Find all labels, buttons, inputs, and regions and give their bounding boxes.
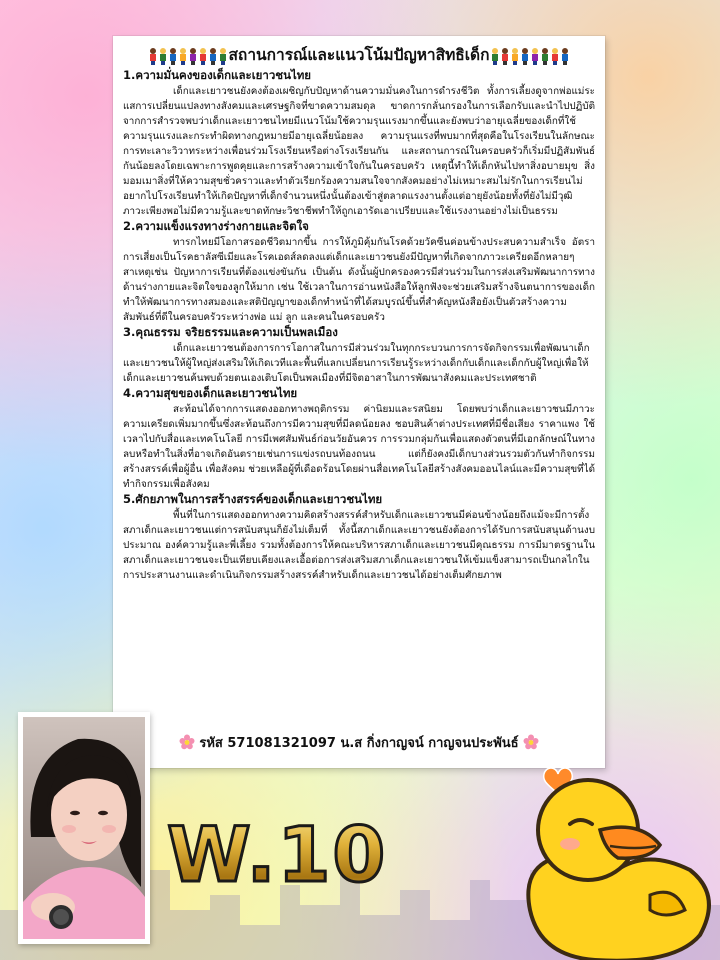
duck-icon — [500, 760, 720, 960]
section-heading: 1.ความมั่นคงของเด็กและเยาวชนไทย — [123, 68, 312, 82]
section-4 — [123, 386, 595, 492]
children-icon — [148, 46, 228, 65]
section-heading: 2.ความแข็งแรงทางร่างกายและจิตใจ — [123, 219, 309, 234]
section-5 — [123, 492, 595, 583]
section-3 — [123, 325, 595, 386]
author-portrait-photo — [18, 712, 150, 944]
section-paragraph: สะท้อนได้จากการแสดงออกทางพฤติกรรม ค่านิยมและรสนิยม โดยพบว่าเด็กและเยาวชนมีภาวะความเครียดเพิ่มมากขึ้นซึ่งสะท้อนถึงการมีความสุขที่มีลดน้อยลง ชอบสินค้าต่างประเทศที่มีชื่อเสียง ราคาแพง ใช้เวลาไปกับสื่อและเทคโนโลยี การมีเพศสัมพันธ์ก่อนวัยอันควร การรวมกลุ่มกันเพื่อแสดงตัวตนที่มีเอกลักษณ์ในทางลบหรือทำในสิ่งที่อาจเกิดอันตรายเช่นการแข่งรถบนท้องถนน แต่ก็ยังคงมีเด็กบางส่วนรวมตัวกันทำกิจกรรมสร้างสรรค์เพื่อผู้อื่น เพื่อสังคม ช่วยเหลือผู้ที่เดือดร้อนโดยผ่านสื่อเทคโนโลยีสร้างสังคมออนไลน์และมีความสุขที่ได้ทำกิจกรรมเพื่อสังคม — [123, 403, 595, 491]
document-paper — [113, 36, 605, 768]
section-paragraph: เด็กและเยาวชนยังคงต้องเผชิญกับปัญหาด้านความมั่นคงในการดำรงชีวิต ทั้งการเลี้ยงดูจากพ่อแม่ระแสการเปลี่ยนแปลงทางสังคมและเศรษฐกิจที่ขาดความสมดุล ขาดการกลั่นกรองในการเลือกรับและนำไปปฏิบัติ จากการสำรวจพบว่าเด็กและเยาวชนไทยมีแนวโน้มใช้ความรุนแรงมากขึ้นและยังพบว่าอายุเฉลี่ยของเด็กที่ใช้ความรุนแรงและกระทำผิดทางกฎหมายมีอายุเฉลี่ยน้อยลง ความรุนแรงที่พบมากที่สุดคือในโรงเรียนในลักษณะการทะเลาะวิวาทระหว่างเพื่อนร่วมโรงเรียนหรือต่างโรงเรียนกัน และสถานการณ์ในครอบครัวก็เริ่มมีปฏิสัมพันธ์กันน้อยลงโดยเฉพาะการพูดคุยและการสร้างความเข้าใจกันในครอบครัว เหตุนี้ทำให้เด็กหันไปหาสิ่งอบายมุข สิ่งมอมเมาสิ่งที่ให้ความสุขชั่วคราวและทำตัวเรียกร้องความสนใจจากสังคมอย่างไม่เหมาะสมไม่รักในการเรียนไม่อยากไปโรงเรียนทำให้เกิดปัญหาที่เด็กจำนวนหนึ่งนั้นต้องเข้าสู่ตลาดแรงงานตั้งแต่อายุยังน้อยทั้งที่ยังไม่มีวุฒิภาวะเพียงพอไม่มีความรู้และขาดทักษะวิชาชีพทำให้ถูกเอารัดเอาเปรียบและใช้แรงงานอย่างไม่เป็นธรรม — [123, 85, 595, 218]
flower-icon — [179, 734, 195, 754]
author-signature-line — [113, 732, 605, 754]
document-title-row — [113, 42, 605, 67]
document-title: สถานการณ์และแนวโน้มปัญหาสิทธิเด็ก — [228, 46, 490, 64]
section-heading: 3.คุณธรรม จริยธรรมและความเป็นพลเมือง — [123, 325, 338, 340]
w10-badge-text: W.10 — [167, 800, 397, 910]
author-id-name: รหัส 571081321097 น.ส กิ่งกาญจน์ กาญจนประพันธ์ — [199, 736, 519, 751]
section-paragraph: เด็กและเยาวชนต้องการการโอกาสในการมีส่วนร่วมในทุกกระบวนการการจัดกิจกรรมเพื่อพัฒนาเด็กและเยาวชนให้ผู้ใหญ่ส่งเสริมให้เกิดเวทีและพื้นที่แลกเปลี่ยนการเรียนรู้ระหว่างเด็กกับเด็กและเด็กกับผู้ใหญ่เพื่อให้เด็กและเยาวชนค้นพบด้วยตนเองเติบโตเป็นพลเมืองที่มีจิตอาสาในการพัฒนาสังคมและประเทศชาติ — [123, 342, 590, 385]
section-1 — [123, 68, 595, 219]
section-paragraph: พื้นที่ในการแสดงออกทางความคิดสร้างสรรค์สำหรับเด็กและเยาวชนมีค่อนข้างน้อยถึงแม้จะมีการตั้งสภาเด็กและเยาวชนแต่การสนับสนุนก็ยังไม่เต็มที่ ทั้งนี้สภาเด็กและเยาวชนยังต้องการได้รับการสนับสนุนด้านงบประมาณ องค์ความรู้และพี่เลี้ยง รวมทั้งต้องการให้คณะบริหารสภาเด็กและเยาวชนมีคุณธรรม การมีมาตรฐานในสภาเด็กและเยาวชนจะเป็นเทียบเคียงและเอื้อต่อการส่งเสริมสภาเด็กและเยาวชนให้เข้มแข็งสามารถเป็นกลไกในการประสานงานและดำเนินกิจกรรมสร้างสรรค์สำหรับเด็กและเยาวชนได้อย่างเต็มศักยภาพ — [123, 509, 595, 582]
section-paragraph: ทารกไทยมีโอกาสรอดชีวิตมากขึ้น การให้ภูมิคุ้มกันโรคด้วยวัคซีนค่อนข้างประสบความสำเร็จ อัตราการเสี่ยงเป็นโรคธาลัสซีเมียและโรคเอดส์ลดลงแต่เด็กและเยาวชนยังมีปัญหาที่เกิดจากภาวะเครียดอีกหลายๆสาเหตุเช่น ปัญหาการเรียนที่ต้องแข่งขันกัน เป็นต้น ดังนั้นผู้ปกครองควรมีส่วนร่วมในการส่งเสริมพัฒนาการทางด้านร่างกายและจิตใจของลูกให้มาก เช่น ใช้เวลาในการอ่านหนังสือให้ลูกฟังจะช่วยเสริมสร้างจินตนาการของเด็กทำให้พัฒนาการทางสมองและสติปัญญาของเด็กทำหน้าที่ได้สมบูรณ์ขึ้นที่สำคัญหนังสือยังเป็นตัวสร้างความสัมพันธ์ที่ดีในครอบครัวระหว่างพ่อ แม่ ลูก และคนในครอบครัว — [123, 236, 595, 324]
section-2 — [123, 219, 595, 325]
section-heading: 4.ความสุขของเด็กและเยาวชนไทย — [123, 386, 298, 401]
children-icon — [490, 46, 570, 65]
section-heading: 5.ศักยภาพในการสร้างสรรค์ของเด็กและเยาวชนไทย — [123, 492, 383, 507]
document-body — [123, 68, 595, 583]
flower-icon — [523, 734, 539, 754]
